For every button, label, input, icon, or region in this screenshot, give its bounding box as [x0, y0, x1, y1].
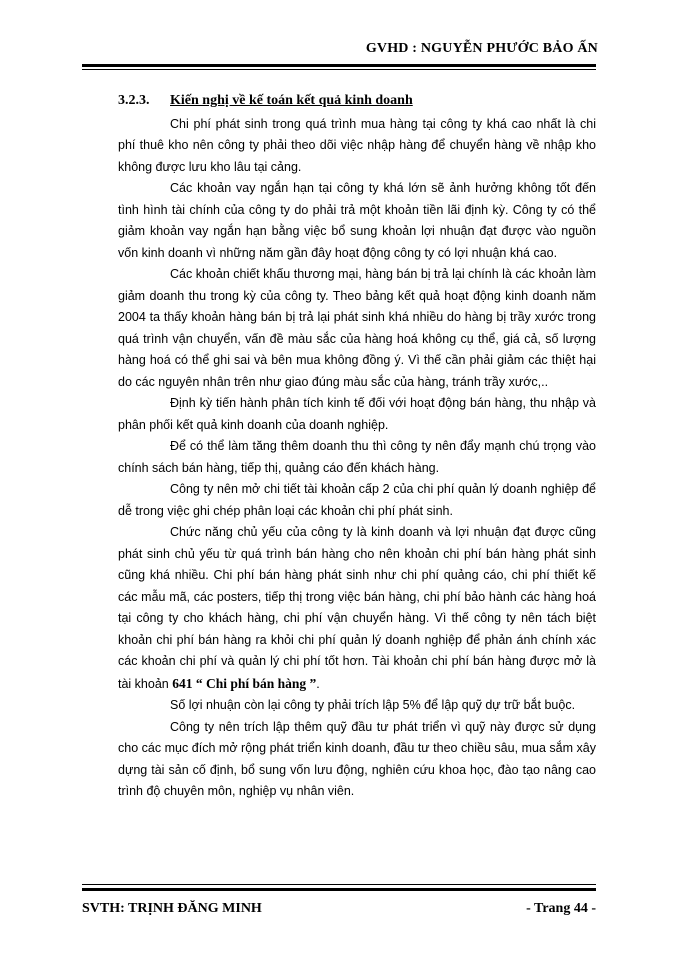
- header-title: GVHD : NGUYỄN PHƯỚC BẢO ẤN: [365, 41, 598, 56]
- paragraph: Chi phí phát sinh trong quá trình mua hàng tại công ty khá cao nhất là chi phí thuê kho nên công ty phải theo dõi việc nhập hàng để chuyển hàng về nhập kho không được lưu kho lâu tại cảng.: [118, 116, 596, 174]
- header-rule-thick: [82, 64, 596, 67]
- paragraph: Để có thể làm tăng thêm doanh thu thì công ty nên đẩy mạnh chú trọng vào chính sách bán hàng, tiếp thị, quảng cáo đến khách hàng.: [118, 439, 596, 475]
- paragraph: Công ty nên trích lập thêm quỹ đầu tư phát triển vì quỹ này được sử dụng cho các mục đích mở rộng phát triển kinh doanh, đầu tư theo chiều sâu, mua sắm xây dựng tài sản cố định, bổ sung vốn lưu động, nghiên cứu khoa học, đào tạo nâng cao trình độ chuyên môn, nghiệp vụ nhân viên.: [118, 719, 596, 798]
- paragraph-text: Chức năng chủ yếu của công ty là kinh doanh và lợi nhuận đạt được cũng phát sinh chủ yếu từ quá trình bán hàng cho nên khoản chi phí bán hàng phát sinh cũng khá nhiều. Chi phí bán hàng phát sinh như chi phí quảng cáo, chi phí thiết kế các mẫu mã, các posters, tiếp thị trong việc bán hàng, chi phí bảo hành các hàng hoá tại công ty cho khách hàng, chi phí vận chuyển hàng. Vì thế công ty nên tách biệt khoản chi phí bán hàng ra khỏi chi phí quản lý doanh nghiệp để phản ánh chính xác các khoản chi phí và quản lý chi phí tốt hơn. Tài khoản chi phí bán hàng được mở là tài khoản: [118, 525, 596, 691]
- account-641-label: 641 “ Chi phí bán hàng ”: [172, 675, 317, 691]
- footer-rule-thin: [82, 884, 596, 885]
- paragraph-tail: .: [316, 676, 320, 691]
- paragraph: Số lợi nhuận còn lại công ty phải trích lập 5% để lập quỹ dự trữ bắt buộc.: [170, 698, 576, 712]
- document-body: [118, 90, 596, 803]
- paragraph: Các khoản vay ngắn hạn tại công ty khá lớn sẽ ảnh hưởng không tốt đến tình hình tài chính của công ty do phải trả một khoản tiền lãi định kỳ. Công ty có thể giảm khoản vay ngắn hạn bằng việc bổ sung khoản lợi nhuận đạt được vào nguồn vốn kinh doanh vì những năm gần đây hoạt động công ty có lợi nhuận khá cao.: [118, 181, 596, 260]
- paragraph-selling-expense: [118, 522, 596, 695]
- footer-page-number: - Trang 44 -: [526, 901, 596, 916]
- footer-student: SVTH: TRỊNH ĐĂNG MINH: [82, 901, 262, 916]
- paragraph: Công ty nên mở chi tiết tài khoản cấp 2 của chi phí quản lý doanh nghiệp để dễ trong việc ghi chép phân loại các khoản chi phí phát sinh.: [118, 482, 596, 518]
- footer-rule-thick: [82, 888, 596, 891]
- section-heading: [118, 90, 596, 112]
- section-title: Kiến nghị về kế toán kết quả kinh doanh: [170, 93, 413, 108]
- section-number: 3.2.3.: [118, 93, 150, 108]
- paragraph: Các khoản chiết khấu thương mại, hàng bán bị trả lại chính là các khoản làm giảm doanh thu trong kỳ của công ty. Theo bảng kết quả hoạt động kinh doanh năm 2004 ta thấy khoản hàng bán bị trả lại phát sinh khá nhiều do hàng bị trầy xước trong quá trình vận chuyển, vấn đề màu sắc của hàng hoá không cụ thể, giá cả, số lượng hàng hoá có thể ghi sai và bên mua không đồng ý. Vì thế cần phải giảm các thiệt hại do các nguyên nhân trên như giao đúng màu sắc của hàng, tránh trầy xước,..: [118, 267, 596, 389]
- paragraph: Định kỳ tiến hành phân tích kinh tế đối với hoạt động bán hàng, thu nhập và phân phối kết quả kinh doanh của doanh nghiệp.: [118, 396, 596, 432]
- header-rule-thin: [82, 69, 596, 70]
